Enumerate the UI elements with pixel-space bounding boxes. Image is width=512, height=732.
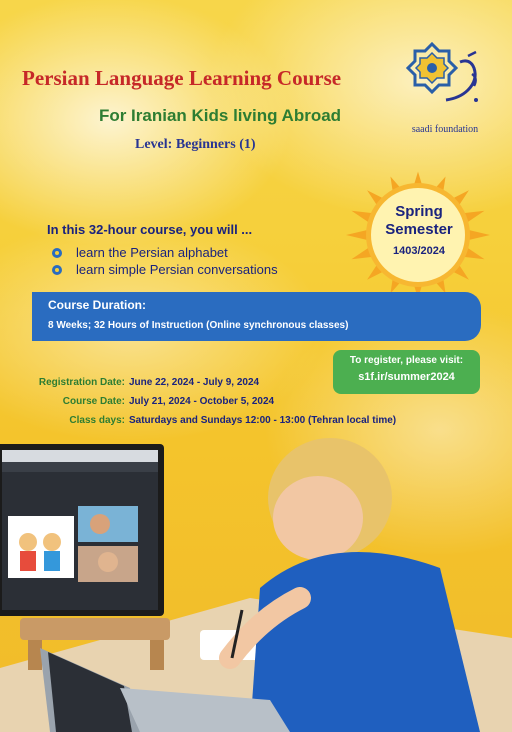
schedule-row: [30, 373, 396, 392]
course-duration-banner: [32, 292, 481, 341]
class-days-label: Class days:: [69, 415, 125, 426]
student-online-class-photo: [0, 438, 512, 732]
gear-bullet-icon: [50, 247, 68, 259]
course-level: Level: Beginners (1): [135, 137, 256, 152]
registration-date-label: Registration Date:: [38, 377, 125, 388]
monitor: [0, 444, 164, 616]
badge-year: 1403/2024: [393, 245, 445, 257]
schedule-row: [30, 411, 396, 430]
gear-bullet-icon: [50, 264, 68, 276]
course-intro-heading: In this 32-hour course, you will ...: [47, 222, 253, 237]
learning-outcomes-list: [50, 244, 278, 278]
semester-badge: [371, 203, 467, 257]
duration-title: Course Duration:: [48, 298, 147, 312]
poster-title: Persian Language Learning Course: [22, 66, 342, 90]
register-label: To register, please visit:: [349, 355, 464, 366]
saadi-foundation-logo: [402, 38, 484, 118]
schedule-details: [30, 373, 396, 430]
logo-caption: saadi foundation: [411, 124, 479, 135]
sun-ray: [468, 230, 490, 241]
schedule-row: [30, 392, 396, 411]
child-figure: [230, 438, 480, 732]
bullet-text: learn simple Persian conversations: [76, 262, 278, 277]
badge-season: Spring: [395, 203, 443, 220]
class-days-value: Saturdays and Sundays 12:00 - 13:00 (Tehran local time): [129, 415, 397, 426]
list-item: [50, 244, 278, 261]
bullet-text: learn the Persian alphabet: [76, 245, 228, 260]
duration-detail: 8 Weeks; 32 Hours of Instruction (Online synchronous classes): [48, 320, 349, 331]
badge-term: Semester: [385, 221, 453, 238]
register-link[interactable]: s1f.ir/summer2024: [358, 371, 455, 383]
course-date-value: July 21, 2024 - October 5, 2024: [129, 396, 275, 407]
registration-date-value: June 22, 2024 - July 9, 2024: [129, 377, 260, 388]
poster-subtitle: For Iranian Kids living Abroad: [98, 106, 342, 125]
list-item: [50, 261, 278, 278]
course-date-label: Course Date:: [62, 396, 125, 407]
sun-ray: [346, 230, 368, 241]
